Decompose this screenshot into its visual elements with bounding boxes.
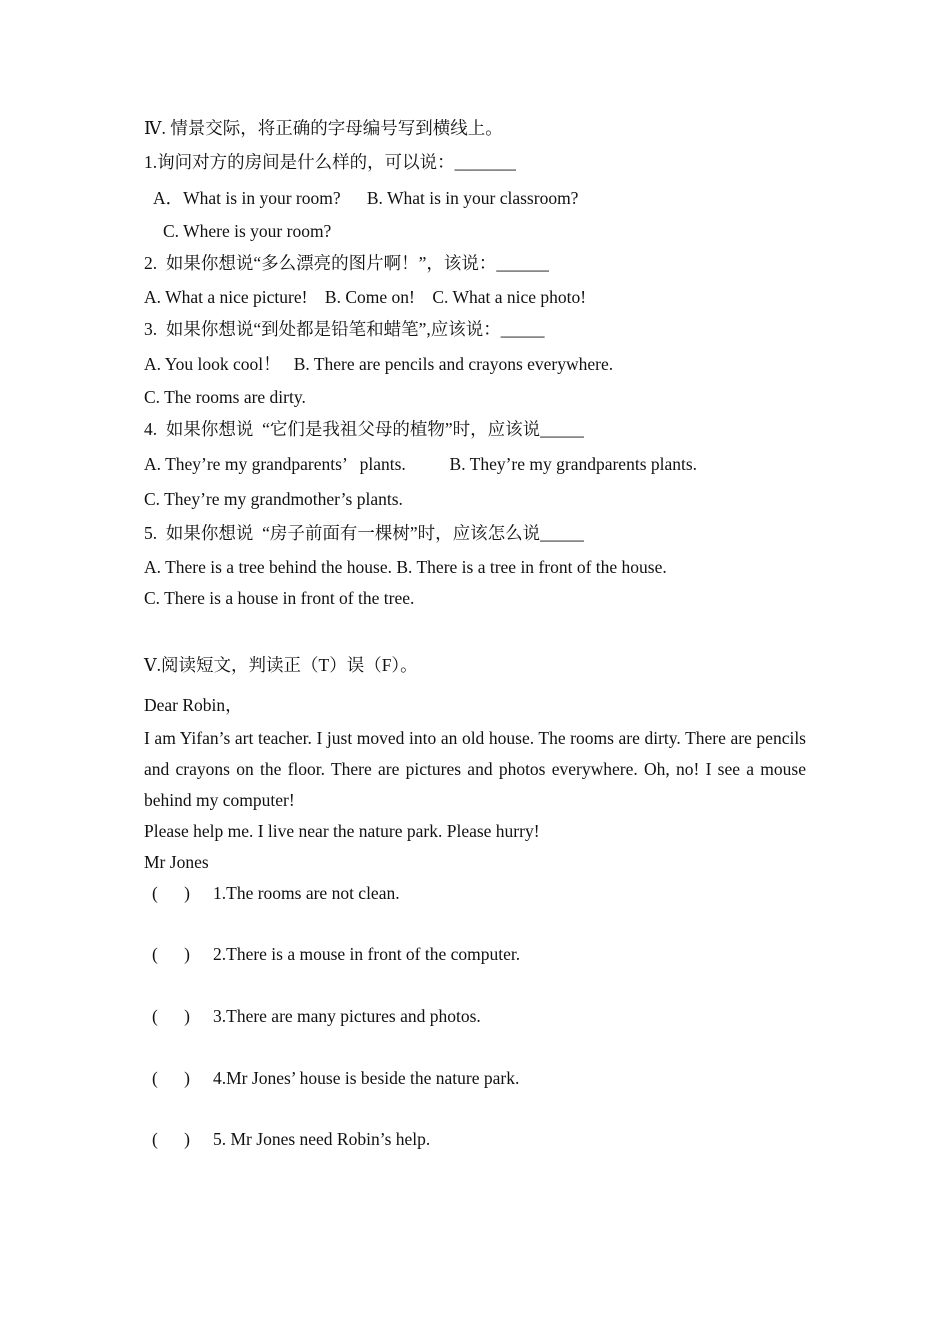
q5-options-ab: A. There is a tree behind the house. B. There is a tree in front of the house. bbox=[144, 557, 667, 577]
q4-options-ab: A. They’re my grandparents’ plants. B. They’re my grandparents plants. bbox=[144, 454, 698, 474]
judge-item-text: 1.The rooms are not clean. bbox=[213, 883, 400, 903]
judge-item-2 bbox=[152, 942, 520, 966]
q5-stem: 5. 如果你想说 “房子前面有一棵树”时，应该怎么说_____ bbox=[144, 523, 584, 543]
letter-greeting: Dear Robin， bbox=[144, 695, 243, 715]
q2-options: A. What a nice picture! B. Come on! C. What a nice photo! bbox=[144, 287, 587, 307]
judge-item-text: 2.There is a mouse in front of the computer. bbox=[213, 944, 521, 964]
answer-blank[interactable]: ( ) bbox=[152, 883, 190, 903]
q1-stem: 1.询问对方的房间是什么样的，可以说：_______ bbox=[144, 152, 516, 172]
q1-options-ab: A．What is in your room? B. What is in your classroom? bbox=[153, 188, 579, 208]
judge-item-1 bbox=[152, 881, 400, 905]
letter-body-2: Please help me. I live near the nature park. Please hurry! bbox=[144, 821, 540, 841]
q3-stem: 3. 如果你想说“到处都是铅笔和蜡笔”,应该说：_____ bbox=[144, 319, 545, 339]
q4-option-c: C. They’re my grandmother’s plants. bbox=[144, 489, 403, 509]
section5-heading: Ⅴ.阅读短文，判读正（T）误（F）。 bbox=[144, 655, 418, 675]
judge-item-text: 4.Mr Jones’ house is beside the nature park. bbox=[213, 1068, 520, 1088]
judge-item-4 bbox=[152, 1066, 519, 1090]
answer-blank[interactable]: ( ) bbox=[152, 1129, 190, 1149]
q2-stem: 2. 如果你想说“多么漂亮的图片啊！”，该说：______ bbox=[144, 253, 549, 273]
q4-stem: 4. 如果你想说 “它们是我祖父母的植物”时，应该说_____ bbox=[144, 419, 584, 439]
letter-signature: Mr Jones bbox=[144, 852, 209, 872]
judge-item-5 bbox=[152, 1127, 430, 1151]
q3-option-c: C. The rooms are dirty. bbox=[144, 387, 306, 407]
answer-blank[interactable]: ( ) bbox=[152, 944, 190, 964]
q5-option-c: C. There is a house in front of the tree. bbox=[144, 588, 415, 608]
letter-body: I am Yifan’s art teacher. I just moved into an old house. The rooms are dirty. There are pencils and crayons on the floor. There are pictures and photos everywhere. Oh, no! I see a mouse behind my computer! bbox=[144, 728, 806, 810]
judge-item-text: 5. Mr Jones need Robin’s help. bbox=[213, 1129, 431, 1149]
answer-blank[interactable]: ( ) bbox=[152, 1006, 190, 1026]
answer-blank[interactable]: ( ) bbox=[152, 1068, 190, 1088]
q3-options-ab: A. You look cool！ B. There are pencils and crayons everywhere. bbox=[144, 354, 614, 374]
judge-item-text: 3.There are many pictures and photos. bbox=[213, 1006, 481, 1026]
judge-item-3 bbox=[152, 1004, 481, 1028]
q1-option-c: C. Where is your room? bbox=[163, 221, 332, 241]
section4-heading: Ⅳ. 情景交际，将正确的字母编号写到横线上。 bbox=[144, 118, 503, 138]
